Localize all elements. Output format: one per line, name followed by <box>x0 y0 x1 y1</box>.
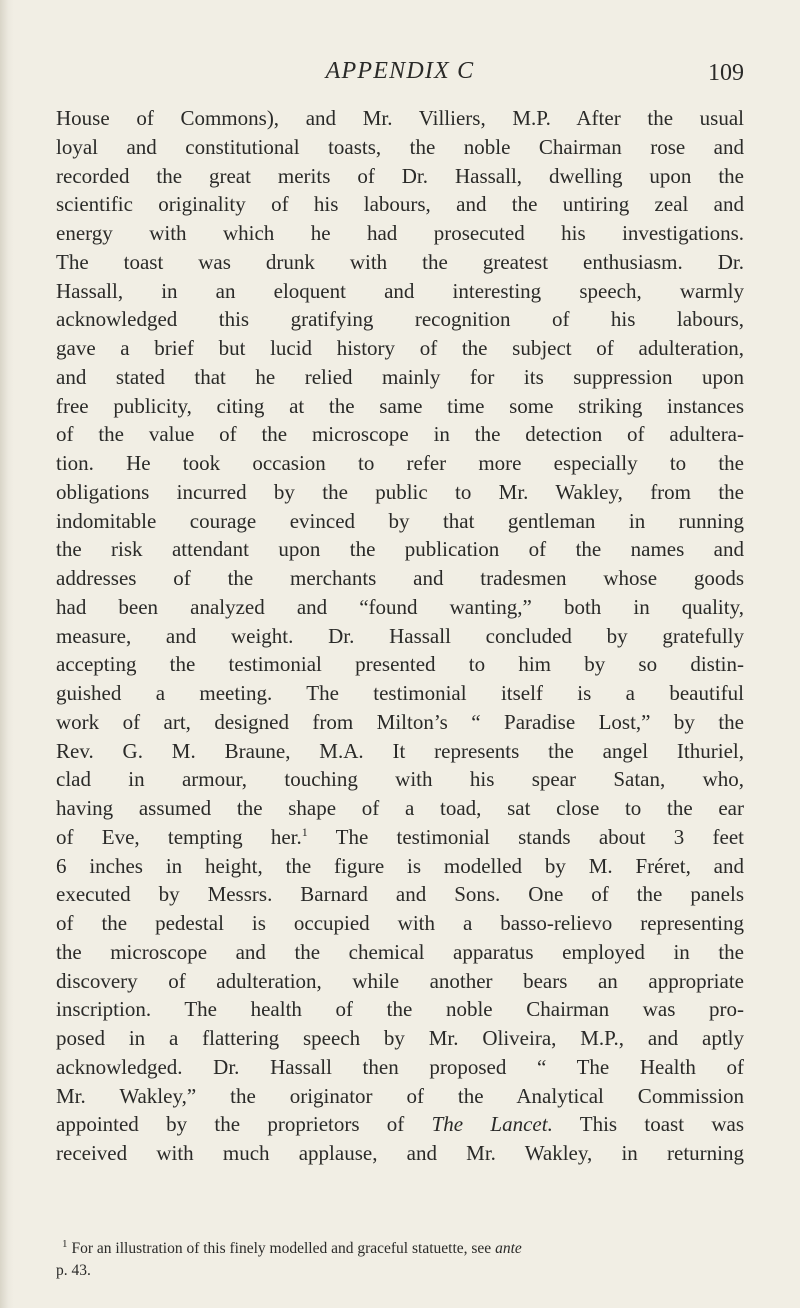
body-text <box>56 104 744 1168</box>
text-line: accepting the testimonial presented to him by so distin- <box>56 652 744 677</box>
text-line: of the pedestal is occupied with a basso-relievo representing <box>56 911 744 935</box>
text-line: discovery of adulteration, while another bears an appropriate <box>56 968 744 993</box>
text-line: tion. He took occasion to refer more especially to the <box>56 451 744 475</box>
running-title: APPENDIX C <box>325 58 475 84</box>
text-line: scientific originality of his labours, and the untiring zeal and <box>56 192 744 217</box>
text-line: addresses of the merchants and tradesmen whose goods <box>56 566 744 590</box>
text-line: Rev. G. M. Braune, M.A. It represents the angel Ithuriel, <box>56 738 744 763</box>
text-line: free publicity, citing at the same time some striking instances <box>56 393 744 418</box>
text-line: 6 inches in height, the figure is modelled by M. Fréret, and <box>56 853 744 878</box>
text-line: had been analyzed and “found wanting,” both in quality, <box>56 594 744 619</box>
footnote-line <box>56 1233 744 1260</box>
footnote <box>56 1233 744 1282</box>
line-before: appointed by the proprietors of <box>56 1112 432 1137</box>
text-line: Hassall, in an eloquent and interesting speech, warmly <box>56 278 744 303</box>
text-line: House of Commons), and Mr. Villiers, M.P. After the usual <box>56 106 744 130</box>
text-line-with-italic-title <box>56 1110 744 1139</box>
footnote-line: p. 43. <box>56 1262 91 1280</box>
footnote-italic: ante <box>495 1240 522 1258</box>
text-line: of the value of the microscope in the detection of adultera- <box>56 422 744 447</box>
text-line: clad in armour, touching with his spear Satan, who, <box>56 767 744 792</box>
text-line: guished a meeting. The testimonial itself is a beautiful <box>56 681 744 705</box>
text-line: posed in a flattering speech by Mr. Oliveira, M.P., and aptly <box>56 1026 744 1050</box>
line-rest: The testimonial stands about 3 feet <box>307 824 744 849</box>
text-line: executed by Messrs. Barnard and Sons. One of the panels <box>56 882 744 907</box>
text-line: recorded the great merits of Dr. Hassall, dwelling upon the <box>56 163 744 188</box>
text-line: acknowledged this gratifying recognition of his labours, <box>56 307 744 332</box>
footnote-mark: 1 <box>62 1238 68 1250</box>
text-line: received with much applause, and Mr. Wakley, in returning <box>56 1141 744 1165</box>
text-line: indomitable courage evinced by that gentleman in running <box>56 508 744 533</box>
text-line: and stated that he relied mainly for its suppression upon <box>56 364 744 389</box>
text-line: inscription. The health of the noble Chairman was pro- <box>56 997 744 1022</box>
text-line: acknowledged. Dr. Hassall then proposed “ The Health of <box>56 1054 744 1079</box>
page-header <box>56 58 744 98</box>
text-line: Mr. Wakley,” the originator of the Analytical Commission <box>56 1083 744 1108</box>
italic-title: The Lancet. <box>431 1112 553 1137</box>
page-number: 109 <box>708 60 744 86</box>
page-edge-shadow <box>0 0 14 1308</box>
footnote-reference: 1 <box>301 824 308 839</box>
line-after: This toast was <box>552 1112 745 1137</box>
text-line: the microscope and the chemical apparatus employed in the <box>56 939 744 964</box>
text-line: The toast was drunk with the greatest enthusiasm. Dr. <box>56 249 744 274</box>
text-line: energy with which he had prosecuted his investigations. <box>56 221 744 245</box>
footnote-text: For an illustration of this finely modelled and graceful statuette, see <box>71 1240 496 1258</box>
text-line: measure, and weight. Dr. Hassall concluded by gratefully <box>56 623 744 648</box>
text-line: obligations incurred by the public to Mr. Wakley, from the <box>56 479 744 504</box>
text-line: work of art, designed from Milton’s “ Paradise Lost,” by the <box>56 709 744 734</box>
text-line: loyal and constitutional toasts, the noble Chairman rose and <box>56 134 744 159</box>
text-line: the risk attendant upon the publication of the names and <box>56 537 744 562</box>
text-line: having assumed the shape of a toad, sat close to the ear <box>56 796 744 820</box>
text-line: gave a brief but lucid history of the subject of adulteration, <box>56 336 744 360</box>
line-start: of Eve, tempting her. <box>56 824 302 849</box>
text-line-with-footnote-ref <box>56 823 744 852</box>
